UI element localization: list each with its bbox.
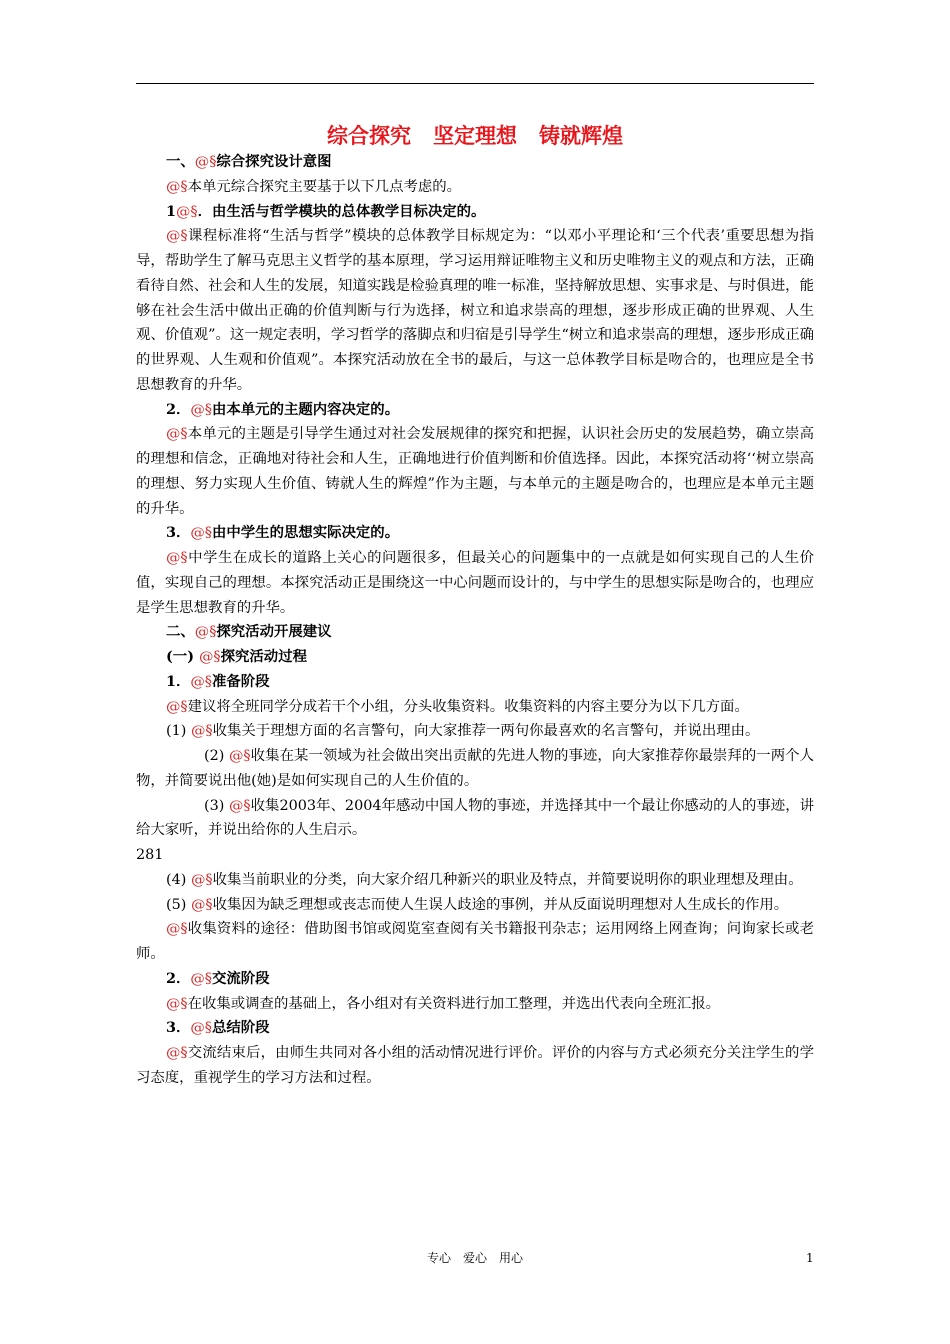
marker: @§ xyxy=(229,748,251,764)
page-number: 1 xyxy=(806,1251,814,1265)
point-3-paragraph: @§中学生在成长的道路上关心的问题很多，但最关心的问题集中的一点就是如何实现自己的人生价值，实现自己的理想。本探究活动正是围绕这一中心问题而设计的，与中学生的思想实际是吻合的，也理应是学生思想教育的升华。 xyxy=(136,550,814,616)
list-item: (2) @§收集在某一领域为社会做出突出贡献的先进人物的事迹，向大家推荐你最崇拜的一两个人物，并简要说出他(她)是如何实现自己的人生价值的。 xyxy=(136,748,814,789)
marker: @§ xyxy=(176,203,198,220)
marker: @§ xyxy=(194,154,217,170)
point-1-paragraph: @§课程标准将“生活与哲学”模块的总体教学目标规定为：“以邓小平理论和‘三个代表’重要思想为指导，帮助学生了解马克思主义哲学的基本原理，学习运用辩证唯物主义和历史唯物主义的观点和方法，正确看待自然、社会和人生的发展，知道实践是检验真理的唯一标准，坚持解放思想、实事求是、与时俱进，能够在社会生活中做出正确的价值判断与行为选择，树立和追求崇高的理想，逐步形成正确的世界观、人生观、价值观”。这一规定表明，学习哲学的落脚点和归宿是引导学生“树立和追求崇高的理想，逐步形成正确的世界观、人生观和价值观”。本探究活动放在全书的最后，与这一总体教学目标是吻合的，也理应是全书思想教育的升华。 xyxy=(136,228,814,393)
marker: @§ xyxy=(166,426,188,443)
list-item: (4) @§收集当前职业的分类，向大家介绍几种新兴的职业及特点，并简要说明你的职业理想及理由。 xyxy=(166,871,803,888)
marker: @§ xyxy=(166,228,188,245)
title-part-1: 综合探究 xyxy=(327,123,411,148)
stray-number: 281 xyxy=(136,847,164,863)
stage-3-heading: 3．@§总结阶段 xyxy=(166,1019,270,1037)
header-rule xyxy=(136,83,814,84)
marker: @§ xyxy=(166,1045,188,1061)
marker: @§ xyxy=(194,624,217,641)
point-1-heading: 1@§．由生活与哲学模块的总体教学目标决定的。 xyxy=(166,202,486,220)
marker: @§ xyxy=(229,797,251,814)
section-1-heading: 一、@§综合探究设计意图 xyxy=(166,153,332,170)
marker: @§ xyxy=(166,921,188,938)
marker: @§ xyxy=(190,723,213,740)
point-3-heading: 3．@§由中学生的思想实际决定的。 xyxy=(166,524,400,542)
section-1-intro: @§本单元综合探究主要基于以下几点考虑的。 xyxy=(166,178,462,195)
point-2-heading: 2．@§由本单元的主题内容决定的。 xyxy=(166,400,400,418)
marker: @§ xyxy=(199,649,221,665)
list-item: (5) @§收集因为缺乏理想或丧志而使人生误人歧途的事例，并从反面说明理想对人生成长的作用。 xyxy=(166,896,789,913)
marker: @§ xyxy=(190,401,212,418)
marker: @§ xyxy=(190,896,213,913)
channels-paragraph: @§收集资料的途径：借助图书馆或阅览室查阅有关书籍报刊杂志；运用网络上网查询；问询家长或老师。 xyxy=(136,921,814,962)
marker: @§ xyxy=(166,178,188,195)
marker: @§ xyxy=(190,1020,212,1037)
document-body xyxy=(136,150,814,1091)
list-item: (1) @§收集关于理想方面的名言警句，向大家推荐一两句你最喜欢的名言警句，并说出理由。 xyxy=(166,723,760,740)
stage-3-paragraph: @§交流结束后，由师生共同对各小组的活动情况进行评价。评价的内容与方式必须充分关注学生的学习态度，重视学生的学习方法和过程。 xyxy=(136,1045,814,1086)
title-part-3: 铸就辉煌 xyxy=(539,123,623,148)
stage-1-paragraph: @§建议将全班同学分成若干个小组，分头收集资料。收集资料的内容主要分为以下几方面。 xyxy=(166,698,749,715)
page-title xyxy=(136,122,814,150)
stage-2-heading: 2．@§交流阶段 xyxy=(166,969,270,987)
subsection-heading: (一) @§探究活动过程 xyxy=(166,648,307,665)
marker: @§ xyxy=(190,525,212,542)
stage-2-paragraph: @§在收集或调查的基础上，各小组对有关资料进行加工整理，并选出代表向全班汇报。 xyxy=(166,995,721,1012)
stage-1-heading: 1．@§准备阶段 xyxy=(166,672,270,690)
marker: @§ xyxy=(190,970,212,987)
marker: @§ xyxy=(166,698,188,715)
footer-motto: 专心 爱心 用心 xyxy=(426,1251,524,1265)
marker: @§ xyxy=(190,871,213,888)
title-part-2: 坚定理想 xyxy=(433,123,517,148)
point-2-paragraph: @§本单元的主题是引导学生通过对社会发展规律的探究和把握，认识社会历史的发展趋势，确立崇高的理想和信念，正确地对待社会和人生，正确地进行价值判断和价值选择。因此，本探究活动将‘‘树立崇高的理想、努力实现人生价值、铸就人生的辉煌”作为主题，与本单元的主题是吻合的，也理应是本单元主题的升华。 xyxy=(136,426,814,517)
marker: @§ xyxy=(190,673,212,690)
section-2-heading: 二、@§探究活动开展建议 xyxy=(166,623,332,641)
marker: @§ xyxy=(166,550,188,566)
marker: @§ xyxy=(166,995,188,1012)
list-item: (3) @§收集2003年、2004年感动中国人物的事迹，并选择其中一个最让你感动的人的事迹，讲给大家听，并说出给你的人生启示。 xyxy=(136,797,815,839)
